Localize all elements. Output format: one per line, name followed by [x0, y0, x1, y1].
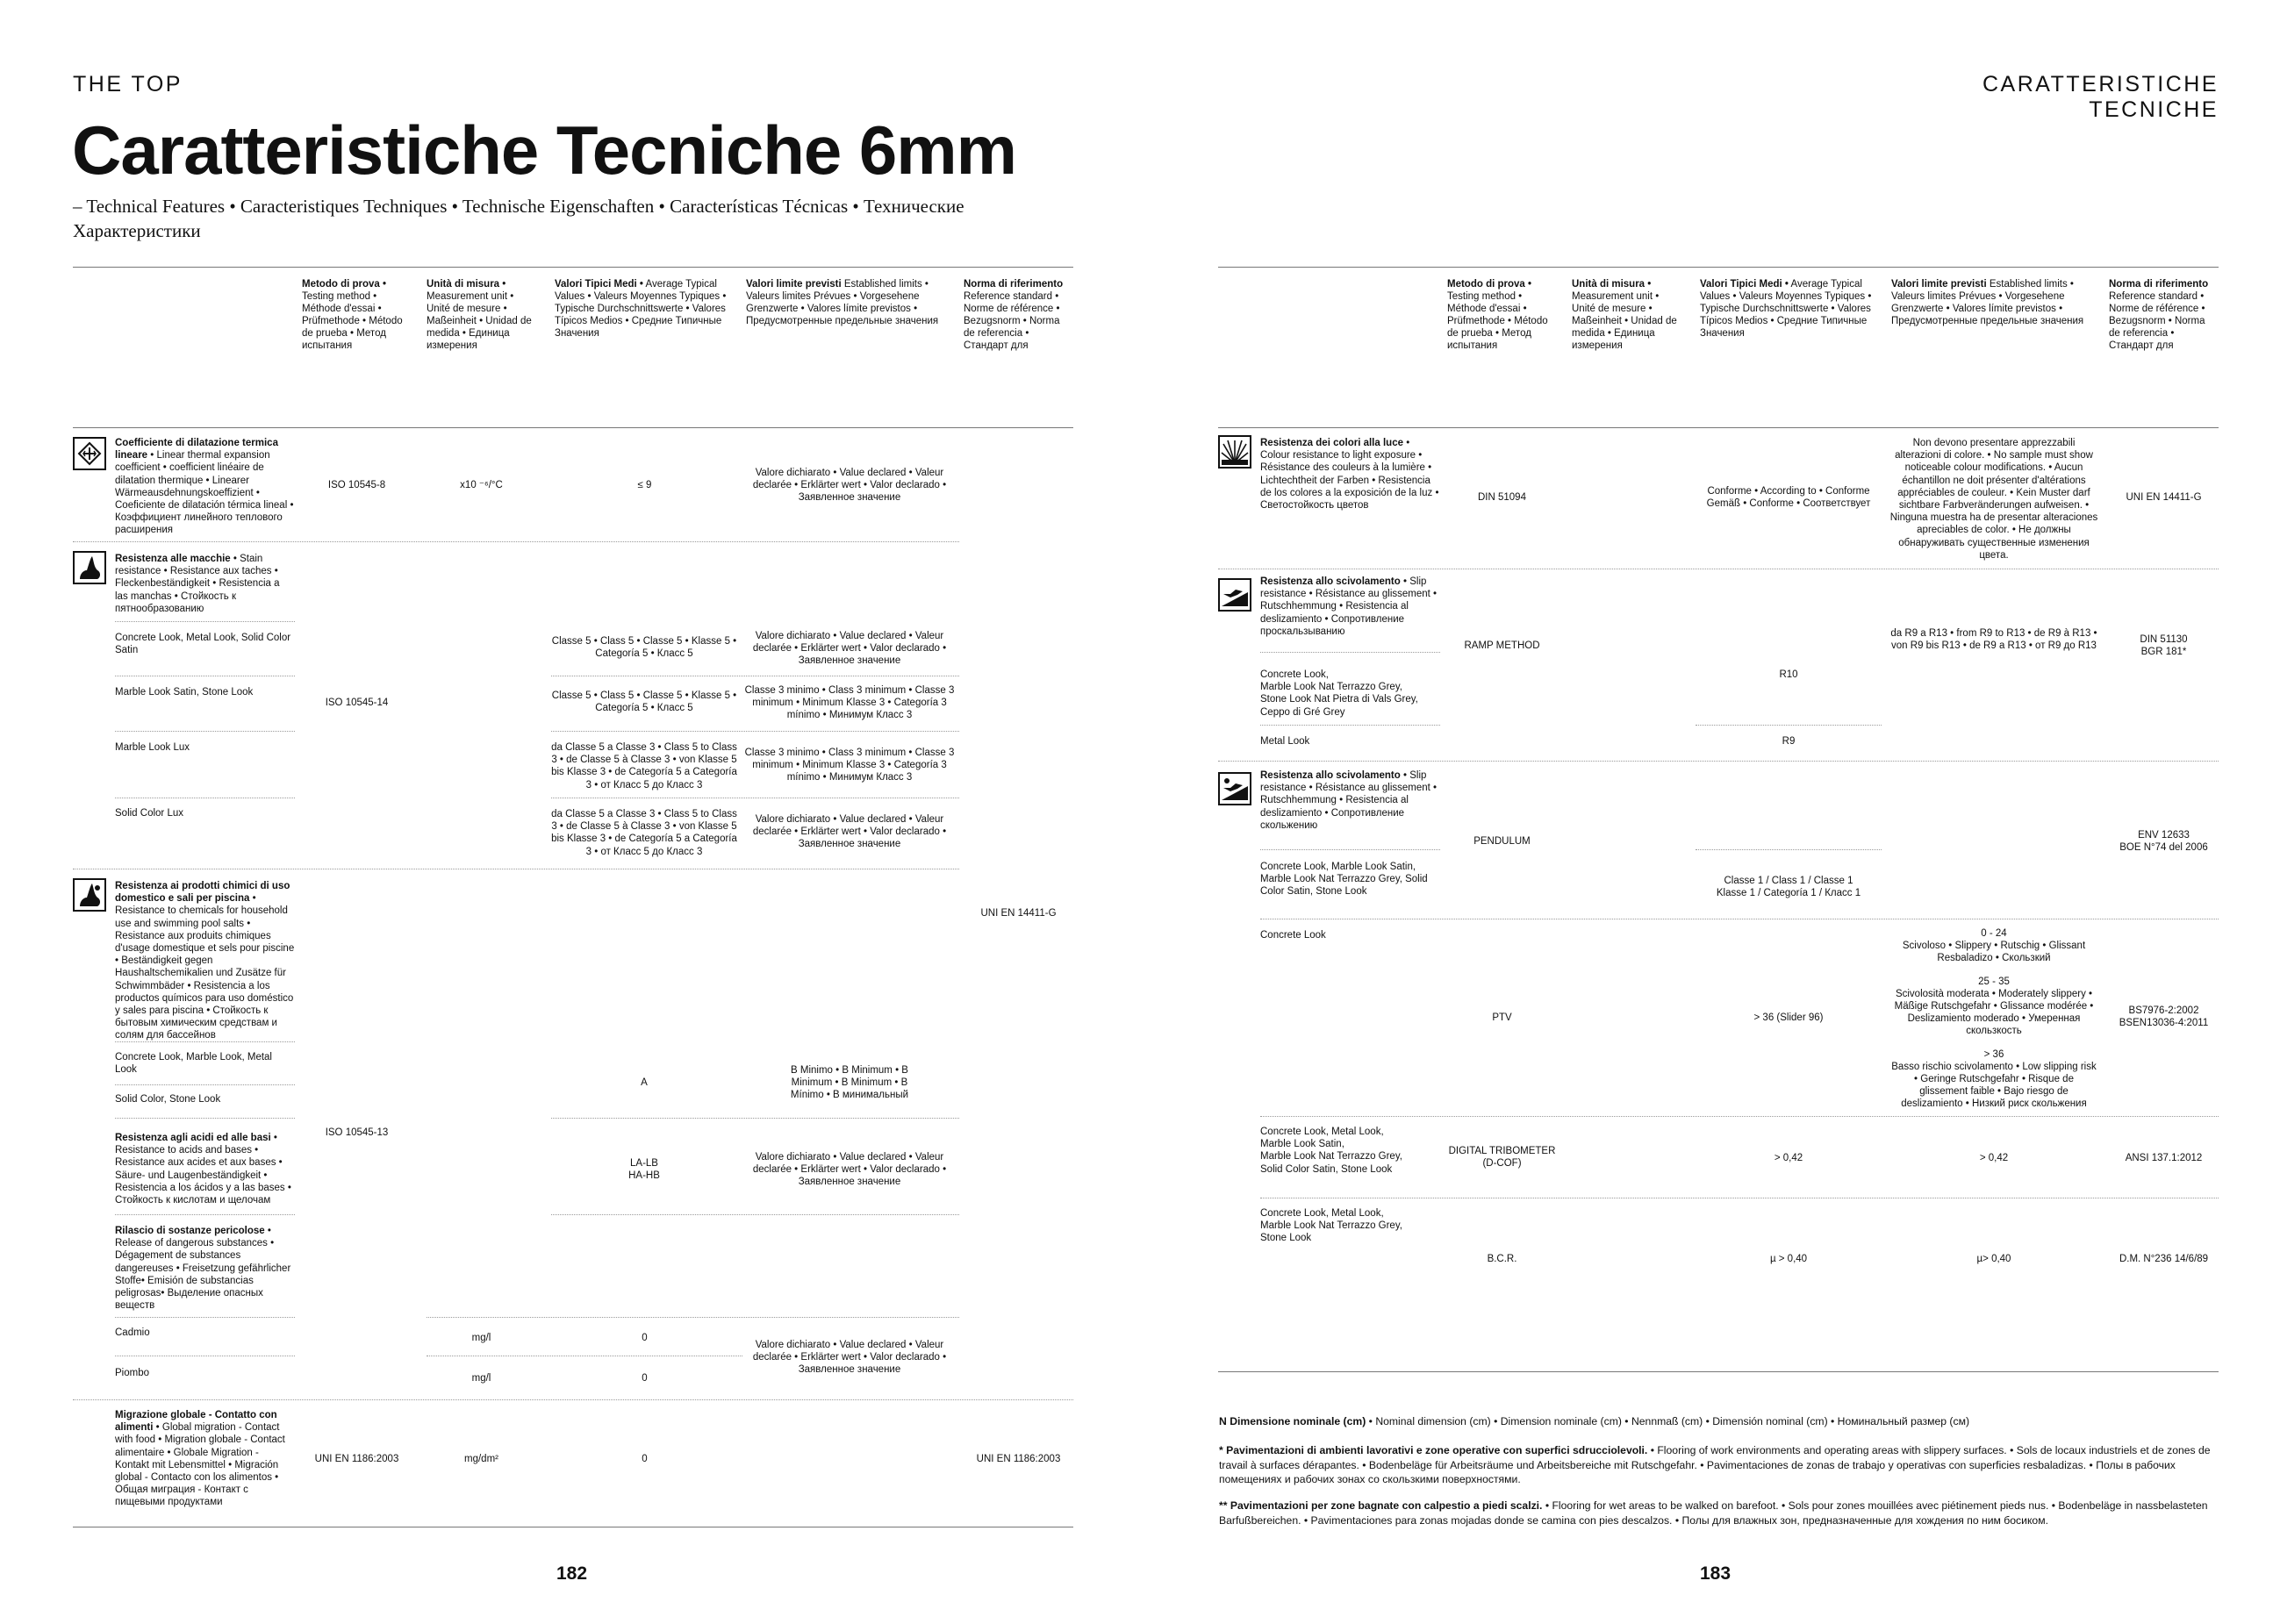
cadmio-label: Cadmio: [115, 1327, 150, 1338]
light-norm: UNI EN 14411-G: [2126, 492, 2202, 503]
cadmio-value: 0: [642, 1333, 648, 1343]
light-icon: [1218, 435, 1251, 469]
row-divider: [1260, 1116, 2219, 1117]
subtitle-line-2: Характеристики: [73, 220, 201, 241]
header-limits: Valori limite previsti Established limits • Valeurs limites Prévues • Vorgesehene Grenzwerte • Valores límite previstos • Предусмотренные предельные значения: [746, 279, 939, 326]
stain-row-4-value: da Classe 5 a Classe 3 • Class 5 to Class 3 • de Classe 5 à Classe 3 • von Klasse 5 bis Klasse 3 • de Categoría 5 a Categoría 3 • от Класс 5 до Класс 3: [551, 809, 737, 857]
ptv-value: > 36 (Slider 96): [1753, 1012, 1824, 1023]
brand-label-right: CARATTERISTICHE TECNICHE: [1982, 72, 2219, 122]
ptv-limit-a: Scivoloso • Slippery • Rutschig • Glissant Resbaladizo • Скользкий: [1902, 941, 2086, 964]
row-divider: [115, 1084, 295, 1085]
header-standard: Norma di riferimento Reference standard • Norme de référence • Bezugsnorm • Norma de referencia • Стандарт для: [964, 279, 1064, 351]
light-value: Conforme • According to • Conforme Gemäß • Conforme • Соответствует: [1706, 486, 1871, 510]
header-unit: Unità di misura • Measurement unit • Unité de mesure • Maßeinheit • Unidad de medida • Единица измерения: [427, 279, 532, 351]
chemical-row-1-label: Concrete Look, Marble Look, Metal Look: [115, 1052, 272, 1076]
table-top-rule-right: [1218, 267, 2219, 268]
slip-pendulum-row-1-label: Concrete Look, Marble Look Satin, Marble Look Nat Terrazzo Grey, Solid Color Satin, Stone Look: [1260, 862, 1428, 898]
cadmio-piombo-limit: Valore dichiarato • Value declared • Valeur declarée • Erklärter wert • Valor declarado • Заявленное значение: [752, 1340, 947, 1376]
release-label: Rilascio di sostanze pericolose • Release of dangerous substances • Dégagement de substances dangereuses • Freisetzung gefährlicher Stoffe• Emisión de substancias peligrosas• Выделение опасных веществ: [115, 1226, 291, 1312]
bcr-norm: D.M. N°236 14/6/89: [2119, 1254, 2209, 1264]
row-divider: [551, 1214, 959, 1215]
row-divider: [1696, 849, 1882, 850]
row-divider: [115, 621, 295, 622]
header-typical-values: Valori Tipici Medi • Average Typical Values • Valeurs Moyennes Typiques • Typische Durchschnittswerte • Valores Típicos Medios • Средние Типичные Значения: [555, 279, 727, 339]
slip-pendulum-label: Resistenza allo scivolamento • Slip resistance • Résistance au glissement • Rutschhemmung • Resistencia al deslizamiento • Сопротивление скольжению: [1260, 770, 1438, 831]
page-number-right: 183: [1700, 1563, 1732, 1584]
row-divider: [115, 1118, 295, 1119]
row-divider: [115, 1041, 295, 1042]
chemical-icon: [73, 878, 106, 912]
stain-method: ISO 10545-14: [325, 698, 389, 708]
note-footnote-2: ** Pavimentazioni per zone bagnate con calpestio a piedi scalzi. • Flooring for wet areas to be walked on barefoot. • Sols pour zones mouillées avec piétinement pieds nus. • Bodenbeläge in nassbelasteten Barfußbereichen. • Pavimentaciones para zonas mojadas donde se camina con pies descalzos. • Полы для влажных зон, предназначенные для хождения по ним босиком.: [1219, 1499, 2208, 1527]
stain-row-3-value: da Classe 5 a Classe 3 • Class 5 to Class 3 • de Classe 5 à Classe 3 • von Klasse 5 bis Klasse 3 • de Categoría 5 a Categoría 3 • от Класс 5 до Класс 3: [551, 742, 737, 791]
row-divider: [551, 1118, 959, 1119]
dcof-limit: > 0,42: [1979, 1153, 2009, 1163]
dcof-norm: ANSI 137.1:2012: [2125, 1153, 2203, 1163]
stain-row-1-value: Classe 5 • Class 5 • Classe 5 • Klasse 5 • Categoría 5 • Класс 5: [551, 636, 737, 660]
migration-method: UNI EN 1186:2003: [314, 1454, 399, 1464]
dcof-label: Concrete Look, Metal Look, Marble Look Satin, Marble Look Nat Terrazzo Grey, Solid Color Satin, Stone Look: [1260, 1127, 1402, 1175]
pendulum-slip-icon: [1218, 772, 1251, 805]
slip-pendulum-norm: ENV 12633 BOE N°74 del 2006: [2119, 830, 2208, 854]
chemical-label: Resistenza ai prodotti chimici di uso domestico e sali per piscina • Resistance to chemicals for household use and swimming pool salts • Resistance aux produits chimiques d'usage domestique et sels pour piscine • Beständigkeit gegen Haushaltschemikalien und Zusätze für Schwimmbäder • Resistencia a los productos químicos para uso doméstico y sales para piscina • Стойкость к бытовым химическим средствам и солям для бассейнов: [115, 881, 295, 1041]
stain-row-4-limit: Valore dichiarato • Value declared • Valeur declarée • Erklärter wert • Valor declarado • Заявленное значение: [752, 814, 947, 850]
stain-row-3-limit: Classe 3 minimo • Class 3 minimum • Classe 3 minimum • Minimum Klasse 3 • Categoría 3 mínimo • Минимум Класс 3: [744, 748, 955, 783]
stain-row-2-limit: Classe 3 minimo • Class 3 minimum • Classe 3 minimum • Minimum Klasse 3 • Categoría 3 mínimo • Минимум Класс 3: [744, 685, 955, 721]
stain-row-2-value: Classe 5 • Class 5 • Classe 5 • Klasse 5 • Categoría 5 • Класс 5: [551, 690, 737, 714]
bcr-value: µ > 0,40: [1769, 1254, 1808, 1264]
slip-ramp-norm: DIN 51130 BGR 181*: [2140, 634, 2188, 658]
dcof-value: > 0,42: [1774, 1153, 1803, 1163]
page-subtitle: [73, 194, 1073, 243]
thermal-limit: Valore dichiarato • Value declared • Valeur declarée • Erklärter wert • Valor declarado • Заявленное значение: [752, 468, 947, 504]
chemical-value: A: [641, 1077, 648, 1088]
slip-pendulum-method: PENDULUM: [1473, 836, 1531, 847]
row-divider: [1260, 725, 1440, 726]
stain-row-2-label: Marble Look Satin, Stone Look: [115, 687, 254, 698]
header-bottom-rule-right: [1218, 427, 2219, 428]
ptv-limit-b-head: 25 - 35: [1978, 976, 2010, 987]
slip-ramp-label: Resistenza allo scivolamento • Slip resistance • Résistance au glissement • Rutschhemmung • Resistencia al deslizamiento • Сопротивление проскальзыванию: [1260, 576, 1438, 637]
ramp-slip-icon: [1218, 578, 1251, 612]
thermal-value: ≤ 9: [637, 480, 652, 490]
piombo-unit: mg/l: [471, 1373, 491, 1384]
stain-label: Resistenza alle macchie • Stain resistance • Resistance aux taches • Fleckenbeständigkeit • Resistencia a las manchas • Стойкость к пятнообразованию: [115, 554, 280, 614]
thermal-label: Coefficiente di dilatazione termica lineare • Linear thermal expansion coefficient • coefficient linéaire de dilatation thermique • Linearer Wärmeausdehnungskoeffizient • Coeficiente de dilatación térmica lineal • Коэффициент линейного теплового расширения: [115, 438, 294, 536]
thermal-method: ISO 10545-8: [327, 480, 386, 490]
slip-ramp-row-1-value: R10: [1779, 669, 1798, 680]
header-unit-right: Unità di misura • Measurement unit • Unité de mesure • Maßeinheit • Unidad de medida • Единица измерения: [1572, 279, 1677, 351]
bcr-label: Concrete Look, Metal Look, Marble Look Nat Terrazzo Grey, Stone Look: [1260, 1208, 1402, 1244]
stain-icon: [73, 551, 106, 584]
stain-row-1-label: Concrete Look, Metal Look, Solid Color Satin: [115, 633, 291, 656]
row-divider: [115, 1317, 295, 1318]
subtitle-line-1: – Technical Features • Caracteristiques Techniques • Technische Eigenschaften • Características Técnicas • Технические: [73, 196, 964, 217]
row-divider: [73, 541, 959, 542]
row-divider: [1260, 849, 1440, 850]
piombo-value: 0: [642, 1373, 648, 1384]
note-footnote-1: * Pavimentazioni di ambienti lavorativi e zone operative con superfici sdrucciolevoli. • Flooring of work environments and operating areas with slippery surfaces. • Sols de locaux industriels et de zones de travail à surfaces dérapantes. • Bodenbeläge für Arbeitsräume und Arbeitsbereiche mit Rutschgefahr. • Pavimentaciones de zonas de trabajo y operativas con superficies resbaladizas. • Полы в рабочих помещениях и рабочих зонах со скользкими поверхностями.: [1219, 1444, 2211, 1485]
table-bottom-rule-right: [1218, 1371, 2219, 1372]
migration-value: 0: [642, 1454, 648, 1464]
header-test-method: Metodo di prova • Testing method • Méthode d'essai • Prüfmethode • Método de prueba • Метод испытания: [302, 279, 403, 351]
row-divider: [1260, 652, 1440, 653]
slip-ramp-method: RAMP METHOD: [1464, 640, 1540, 651]
acid-value: LA-LB HA-HB: [628, 1158, 660, 1182]
row-divider: [73, 1399, 1073, 1400]
thermal-unit: x10 ⁻⁶/°C: [460, 480, 503, 490]
light-label: Resistenza dei colori alla luce • Colour resistance to light exposure • Résistance des couleurs à la lumière • Lichtechtheit der Farben • Resistencia de los colores a la exposición de la luz • Светостойкость цветов: [1260, 438, 1439, 512]
ptv-method: PTV: [1492, 1012, 1512, 1023]
migration-unit: mg/dm²: [464, 1454, 498, 1464]
acid-label: Resistenza agli acidi ed alle basi • Resistance to acids and bases • Resistance aux acides et aux bases • Säure- und Laugenbeständigkeit • Resistencia a los ácidos y a las bases • Стойкость к кислотам и щелочам: [115, 1133, 291, 1206]
migration-label: Migrazione globale - Contatto con alimenti • Global migration - Contact with food • Migration globale - Contact alimentaire • Globale Migration - Kontakt mit Lebensmittel • Migración global - Contacto con los alimentos • Общая миграция - Контакт с пищевыми продуктами: [115, 1410, 285, 1508]
stain-row-3-label: Marble Look Lux: [115, 742, 190, 753]
light-limit: Non devono presentare apprezzabili alterazioni di colore. • No sample must show noticeable colour modifications. • Aucun échantillon ne doit présenter d'altérations appréciables de couleur. • Kein Muster darf sichtbare Farbveränderungen aufweisen. • Ninguna muestra ha de presentar alteraciones apreciables de color. • Не должны обнаруживать существенные изменения цвета.: [1889, 438, 2098, 561]
ptv-limit-c: Basso rischio scivolamento • Low slipping risk • Geringe Rutschgefahr • Risque de glissement faible • Bajo riesgo de deslizamiento • Низкий риск скольжения: [1891, 1061, 2097, 1110]
row-divider: [115, 1214, 295, 1215]
ptv-label: Concrete Look: [1260, 930, 1326, 941]
ptv-limit-c-head: > 36: [1983, 1048, 2004, 1060]
migration-norm: UNI EN 1186:2003: [976, 1454, 1061, 1464]
piombo-label: Piombo: [115, 1368, 149, 1378]
row-divider: [427, 1317, 959, 1318]
header-test-method-right: Metodo di prova • Testing method • Méthode d'essai • Prüfmethode • Método de prueba • Метод испытания: [1447, 279, 1548, 351]
row-divider: [115, 731, 295, 732]
brand-label: THE TOP: [73, 72, 183, 97]
bcr-method: B.C.R.: [1487, 1254, 1517, 1264]
header-bottom-rule: [73, 427, 1073, 428]
slip-ramp-limit: da R9 a R13 • from R9 to R13 • de R9 à R13 • von R9 bis R13 • de R9 a R13 • от R9 до R13: [1890, 628, 2097, 652]
note-nominal-dimension: N Dimensione nominale (cm) • Nominal dimension (cm) • Dimension nominale (cm) • Nennmaß (cm) • Dimensión nominal (cm) • Номинальный размер (см): [1219, 1415, 1970, 1427]
row-divider: [1696, 725, 1882, 726]
ptv-limit: [1889, 927, 2099, 1111]
bcr-limit: µ> 0,40: [1976, 1254, 2011, 1264]
ptv-norm: BS7976-2:2002 BSEN13036-4:2011: [2119, 1005, 2209, 1029]
row-divider: [1218, 761, 2219, 762]
table-top-rule: [73, 267, 1073, 268]
chemical-limit: B Minimo • B Minimum • B Minimum • B Minimum • B Mínimo • B минимальный: [790, 1065, 909, 1101]
slip-ramp-row-1-label: Concrete Look, Marble Look Nat Terrazzo Grey, Stone Look Nat Pietra di Vals Grey, Ceppo di Gré Grey: [1260, 669, 1418, 718]
acid-limit: Valore dichiarato • Value declared • Valeur declarée • Erklärter wert • Valor declarado • Заявленное значение: [752, 1152, 947, 1188]
slip-pendulum-row-1-value: Classe 1 / Class 1 / Classe 1 Klasse 1 / Categoría 1 / Класс 1: [1716, 876, 1861, 899]
chemical-row-2-label: Solid Color, Stone Look: [115, 1094, 221, 1105]
cadmio-unit: mg/l: [471, 1333, 491, 1343]
light-method: DIN 51094: [1478, 492, 1526, 503]
slip-ramp-row-2-value: R9: [1782, 736, 1796, 747]
chemical-norm: UNI EN 14411-G: [980, 908, 1057, 919]
ptv-limit-a-head: 0 - 24: [1981, 928, 2007, 939]
stain-row-1-limit: Valore dichiarato • Value declared • Valeur declarée • Erklärter wert • Valor declarado • Заявленное значение: [752, 631, 947, 667]
dcof-method: DIGITAL TRIBOMETER (D-COF): [1448, 1146, 1556, 1170]
header-standard-right: Norma di riferimento Reference standard • Norme de référence • Bezugsnorm • Norma de referencia • Стандарт для: [2109, 279, 2209, 351]
stain-row-4-label: Solid Color Lux: [115, 808, 183, 819]
thermal-expansion-icon: [73, 437, 106, 470]
header-limits-right: Valori limite previsti Established limits • Valeurs limites Prévues • Vorgesehene Grenzwerte • Valores límite previstos • Предусмотренные предельные значения: [1891, 279, 2084, 326]
ptv-limit-b: Scivolosità moderata • Moderately slippery • Mäßige Rutschgefahr • Glissance modérée • Deslizamiento moderado • Умеренная скользкость: [1894, 988, 2094, 1037]
row-divider: [551, 731, 959, 732]
page-title: Caratteristiche Tecniche 6mm: [72, 111, 1016, 189]
slip-ramp-row-2-label: Metal Look: [1260, 736, 1310, 747]
page-number-left: 182: [556, 1563, 588, 1584]
header-typical-values-right: Valori Tipici Medi • Average Typical Values • Valeurs Moyennes Typiques • Typische Durchschnittswerte • Valores Típicos Medios • Средние Типичные Значения: [1700, 279, 1872, 339]
chemical-method: ISO 10545-13: [325, 1127, 389, 1138]
